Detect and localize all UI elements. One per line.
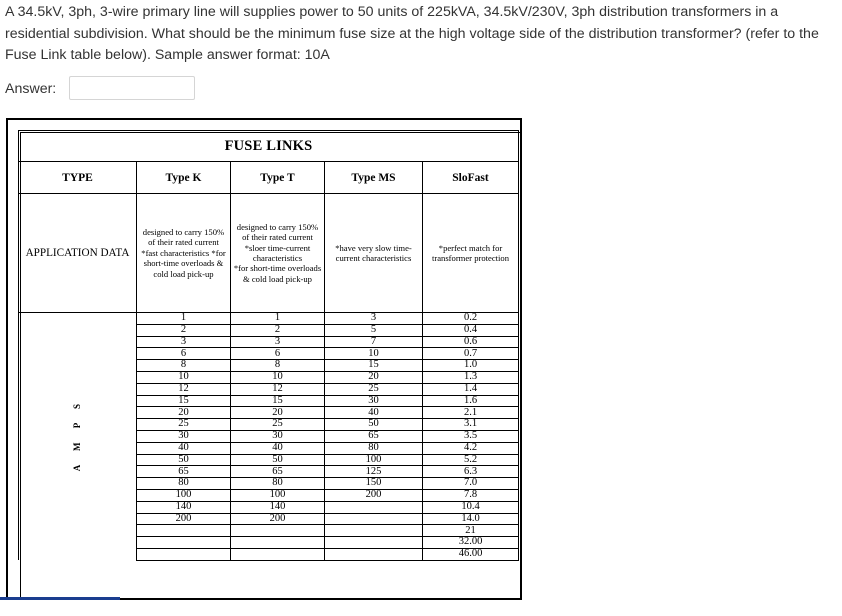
table-cell: 3.1 xyxy=(423,419,519,431)
table-row xyxy=(19,313,519,325)
table-cell xyxy=(325,548,423,560)
table-cell: 50 xyxy=(325,419,423,431)
table-cell: 30 xyxy=(137,430,231,442)
app-slofast-line: transformer protection xyxy=(431,253,510,263)
table-cell: 0.7 xyxy=(423,348,519,360)
header-type: TYPE xyxy=(19,162,137,194)
answer-label: Answer: xyxy=(5,81,57,97)
table-cell: 6 xyxy=(231,348,325,360)
amps-label: A M P S xyxy=(72,398,83,472)
app-k-line: *fast characteristics *for xyxy=(141,247,226,258)
table-cell: 25 xyxy=(325,383,423,395)
app-ms-line: current characteristics xyxy=(335,253,412,263)
table-cell: 25 xyxy=(137,419,231,431)
application-slofast xyxy=(423,194,519,313)
table-cell: 80 xyxy=(325,442,423,454)
table-cell: 1 xyxy=(137,313,231,325)
table-cell: 20 xyxy=(137,407,231,419)
table-cell: 65 xyxy=(325,430,423,442)
table-cell: 2.1 xyxy=(423,407,519,419)
table-cell: 0.6 xyxy=(423,336,519,348)
table-cell xyxy=(325,525,423,537)
table-cell: 12 xyxy=(137,383,231,395)
table-cell: 3 xyxy=(325,313,423,325)
table-cell: 200 xyxy=(325,489,423,501)
app-k-line: of their rated current xyxy=(148,237,219,248)
table-cell: 80 xyxy=(231,478,325,490)
table-cell: 30 xyxy=(231,430,325,442)
app-k-line: cold load pick-up xyxy=(153,268,214,279)
table-cell: 200 xyxy=(231,513,325,525)
table-cell: 100 xyxy=(137,489,231,501)
table-cell: 150 xyxy=(325,478,423,490)
table-cell: 25 xyxy=(231,419,325,431)
table-cell: 7.8 xyxy=(423,489,519,501)
app-t-line: & cold load pick-up xyxy=(243,273,312,284)
table-cell: 15 xyxy=(325,360,423,372)
table-cell: 40 xyxy=(325,407,423,419)
answer-input[interactable] xyxy=(69,76,195,100)
app-t-line: *for short-time overloads xyxy=(233,263,322,274)
table-cell: 1.3 xyxy=(423,371,519,383)
table-cell xyxy=(325,513,423,525)
table-cell xyxy=(137,548,231,560)
amps-label-cell xyxy=(19,313,137,561)
table-cell: 20 xyxy=(325,371,423,383)
table-cell xyxy=(325,537,423,549)
header-type-ms: Type MS xyxy=(325,162,423,194)
table-cell: 3.5 xyxy=(423,430,519,442)
table-cell: 15 xyxy=(231,395,325,407)
table-cell: 4.2 xyxy=(423,442,519,454)
table-cell: 14.0 xyxy=(423,513,519,525)
table-cell: 32.00 xyxy=(423,537,519,549)
table-cell: 8 xyxy=(137,360,231,372)
table-cell: 1.4 xyxy=(423,383,519,395)
table-cell: 10.4 xyxy=(423,501,519,513)
application-row xyxy=(19,194,519,313)
header-slofast: SloFast xyxy=(423,162,519,194)
table-cell xyxy=(231,525,325,537)
app-t-line: characteristics xyxy=(252,253,303,263)
table-cell: 3 xyxy=(137,336,231,348)
table-title: FUSE LINKS xyxy=(19,131,519,162)
table-cell: 65 xyxy=(231,466,325,478)
table-cell: 2 xyxy=(231,324,325,336)
table-cell xyxy=(231,548,325,560)
table-cell: 1.6 xyxy=(423,395,519,407)
table-cell: 5.2 xyxy=(423,454,519,466)
table-cell: 50 xyxy=(231,454,325,466)
table-cell: 140 xyxy=(137,501,231,513)
table-cell: 20 xyxy=(231,407,325,419)
table-cell xyxy=(137,525,231,537)
table-cell: 125 xyxy=(325,466,423,478)
table-cell: 200 xyxy=(137,513,231,525)
header-type-k: Type K xyxy=(137,162,231,194)
application-type-t xyxy=(231,194,325,313)
app-k-line: short-time overloads & xyxy=(143,258,224,269)
app-t-line: *sloer time-current xyxy=(244,242,311,253)
table-cell: 8 xyxy=(231,360,325,372)
app-slofast-line: *perfect match for xyxy=(438,242,503,253)
table-cell: 140 xyxy=(231,501,325,513)
table-cell: 21 xyxy=(423,525,519,537)
application-type-k xyxy=(137,194,231,313)
application-data-label: APPLICATION DATA xyxy=(19,194,137,313)
table-cell: 5 xyxy=(325,324,423,336)
table-cell xyxy=(325,501,423,513)
table-cell: 100 xyxy=(325,454,423,466)
app-t-line: designed to carry 150% xyxy=(236,221,319,232)
header-row xyxy=(19,162,519,194)
application-type-ms xyxy=(325,194,423,313)
table-cell: 7 xyxy=(325,336,423,348)
table-cell: 40 xyxy=(231,442,325,454)
app-t-line: of their rated current xyxy=(242,232,313,243)
table-cell xyxy=(137,537,231,549)
table-cell: 6 xyxy=(137,348,231,360)
table-cell: 0.2 xyxy=(423,313,519,325)
table-cell: 6.3 xyxy=(423,466,519,478)
table-cell: 30 xyxy=(325,395,423,407)
table-cell: 100 xyxy=(231,489,325,501)
app-ms-line: *have very slow time- xyxy=(335,242,412,253)
table-cell: 10 xyxy=(137,371,231,383)
table-cell xyxy=(231,537,325,549)
header-type-t: Type T xyxy=(231,162,325,194)
scroll-indicator-bar xyxy=(0,597,120,600)
table-cell: 46.00 xyxy=(423,548,519,560)
table-cell: 12 xyxy=(231,383,325,395)
fuse-link-table xyxy=(18,130,519,561)
table-cell: 50 xyxy=(137,454,231,466)
table-cell: 10 xyxy=(231,371,325,383)
table-cell: 0.4 xyxy=(423,324,519,336)
table-cell: 1 xyxy=(231,313,325,325)
question-text: A 34.5kV, 3ph, 3-wire primary line will supplies power to 50 units of 225kVA, 34.5kV/230V, 3ph distribution transformers in a residential subdivision. What should be the minimum fuse size at the high voltage side of the distribution transformer? (refer to the Fuse Link table below). Sample answer format: 10A xyxy=(5,4,819,64)
table-cell: 10 xyxy=(325,348,423,360)
app-k-line: designed to carry 150% xyxy=(142,226,225,237)
table-cell: 2 xyxy=(137,324,231,336)
table-cell: 80 xyxy=(137,478,231,490)
table-cell: 40 xyxy=(137,442,231,454)
table-cell: 1.0 xyxy=(423,360,519,372)
table-cell: 65 xyxy=(137,466,231,478)
table-cell: 3 xyxy=(231,336,325,348)
table-cell: 7.0 xyxy=(423,478,519,490)
table-cell: 15 xyxy=(137,395,231,407)
